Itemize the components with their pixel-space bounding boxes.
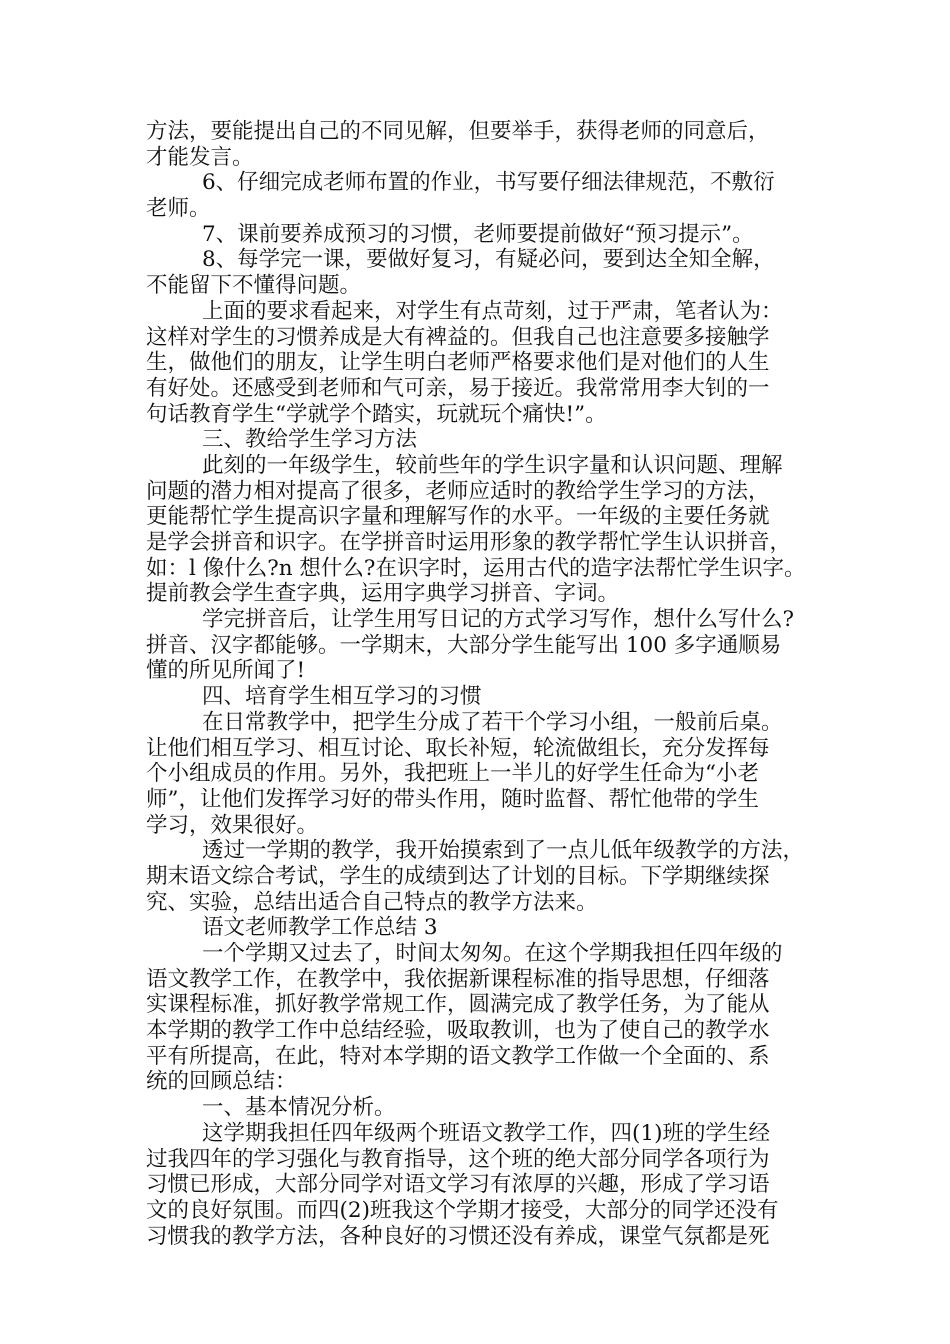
text-line: 语文教学工作，在教学中，我依据新课程标准的指导思想，仔细落 [146,966,770,992]
text-line: 本学期的教学工作中总结经验，吸取教训，也为了使自己的教学水 [146,1018,770,1044]
text-line: 过我四年的学习强化与教育指导，这个班的绝大部分同学各项行为 [146,1146,770,1172]
text-line: 三、教给学生学习方法 [202,427,418,453]
text-line: 文的良好氛围。而四(2)班我这个学期才接受，大部分的同学还没有 [146,1197,779,1223]
text-line: 四、培育学生相互学习的习惯 [202,684,482,710]
text-line: 更能帮忙学生提高识字量和理解写作的水平。一年级的主要任务就 [146,504,770,530]
text-line: 此刻的一年级学生，较前些年的学生识字量和认识问题、理解 [202,452,783,478]
text-line: 这样对学生的习惯养成是大有裨益的。但我自己也注意要多接触学 [146,324,770,350]
document-body [146,119,826,1249]
text-line: 让他们相互学习、相互讨论、取长补短，轮流做组长，充分发挥每 [146,735,770,761]
text-line: 老师。 [146,196,211,222]
text-line: 提前教会学生查字典，运用字典学习拼音、字词。 [146,581,620,607]
text-line: 习惯我的教学方法，各种良好的习惯还没有养成，课堂气氛都是死 [146,1223,770,1249]
text-line: 如：l 像什么?n 想什么?在识字时，运用古代的造字法帮忙学生识字。 [146,555,806,581]
text-line: 一、基本情况分析。 [202,1095,396,1121]
text-line: 句话教育学生“学就学个踏实，玩就玩个痛快!”。 [146,401,607,427]
text-line: 期末语文综合考试，学生的成绩到达了计划的目标。下学期继续探 [146,863,770,889]
text-line: 在日常教学中，把学生分成了若干个学习小组，一般前后桌。 [202,709,783,735]
text-line: 师”，让他们发挥学习好的带头作用，随时监督、帮忙他带的学生 [146,786,759,812]
text-line: 个小组成员的作用。另外，我把班上一半儿的好学生任命为“小老 [146,761,759,787]
text-line: 学习，效果很好。 [146,812,319,838]
text-line: 不能留下不懂得问题。 [146,273,362,299]
text-line: 才能发言。 [146,144,254,170]
text-line: 是学会拼音和识字。在学拼音时运用形象的教学帮忙学生认识拼音， [146,530,792,555]
text-line: 透过一学期的教学，我开始摸索到了一点儿低年级教学的方法， [202,838,805,864]
text-line: 8、每学完一课，要做好复习，有疑必问，要到达全知全解， [202,247,775,273]
text-line: 有好处。还感受到老师和气可亲，易于接近。我常常用李大钊的一 [146,375,770,401]
text-line: 统的回顾总结： [146,1069,297,1095]
text-line: 实课程标准，抓好教学常规工作，圆满完成了教学任务，为了能从 [146,992,770,1018]
text-line: 语文老师教学工作总结 3 [202,915,438,941]
text-line: 上面的要求看起来，对学生有点苛刻，过于严肃，笔者认为： [202,298,783,324]
text-line: 这学期我担任四年级两个班语文教学工作，四(1)班的学生经 [202,1120,770,1146]
text-line: 拼音、汉字都能够。一学期末，大部分学生能写出 100 多字通顺易 [146,632,782,658]
text-line: 问题的潜力相对提高了很多，老师应适时的教给学生学习的方法， [146,478,770,504]
text-line: 一个学期又过去了，时间太匆匆。在这个学期我担任四年级的 [202,941,783,966]
text-line: 7、课前要养成预习的习惯，老师要提前做好“预习提示”。 [202,221,754,247]
text-line: 生，做他们的朋友，让学生明白老师严格要求他们是对他们的人生 [146,350,770,376]
text-line: 究、实验，总结出适合自己特点的教学方法来。 [146,889,598,915]
text-line: 方法，要能提出自己的不同见解，但要举手，获得老师的同意后， [146,119,770,144]
text-line: 习惯已形成，大部分同学对语文学习有浓厚的兴趣，形成了学习语 [146,1172,770,1198]
text-line: 学完拼音后，让学生用写日记的方式学习写作，想什么写什么? [202,607,795,633]
text-line: 懂的所见所闻了! [146,658,306,684]
text-line: 6、仔细完成老师布置的作业，书写要仔细法律规范，不敷衍 [202,170,775,196]
text-line: 平有所提高，在此，特对本学期的语文教学工作做一个全面的、系 [146,1043,770,1069]
